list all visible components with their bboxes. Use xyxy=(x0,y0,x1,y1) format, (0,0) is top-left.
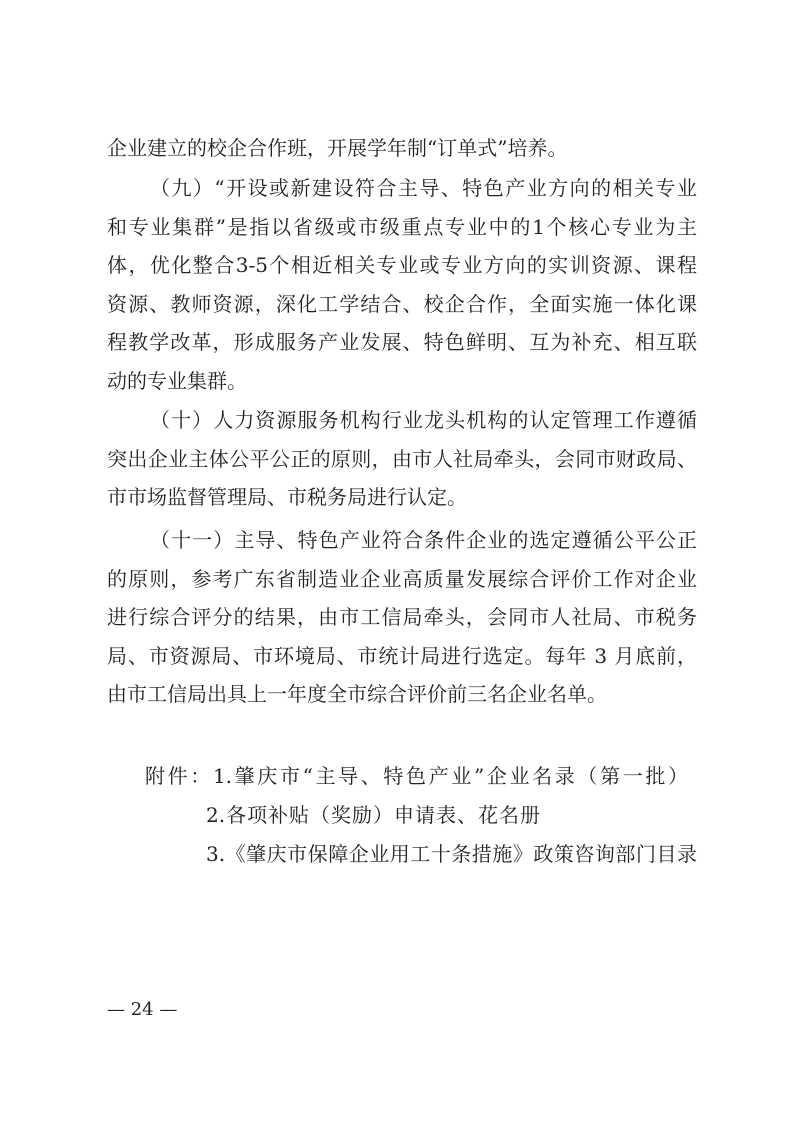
page-number: — 24 — xyxy=(107,999,178,1020)
text-line: 动的专业集群。 xyxy=(107,368,247,393)
text-line: 企业建立的校企合作班，开展学年制“订单式”培养。 xyxy=(107,136,568,160)
text-line: 程教学改革，形成服务产业发展、特色鲜明、互为补充、相互联 xyxy=(107,330,697,354)
attachment-item-3 xyxy=(206,835,697,874)
attachment-item-text: 3.《肇庆市保障企业用工十条措施》政策咨询部门目录 xyxy=(206,842,697,866)
text-line: 突出企业主体公平公正的原则，由市人社局牵头，会同市财政局、 xyxy=(107,446,697,471)
attachments-label: 附件： xyxy=(145,764,213,788)
attachment-item-text: 1.肇庆市“主导、特色产业”企业名录（第一批） xyxy=(212,764,689,788)
attachment-item-2 xyxy=(206,796,540,835)
text-line: （十一）主导、特色产业符合条件企业的选定遵循公平公正 xyxy=(150,528,697,552)
text-line: 的原则，参考广东省制造业企业高质量发展综合评价工作对企业 xyxy=(107,566,697,591)
text-line: 由市工信局出具上一年度全市综合评价前三名企业名单。 xyxy=(107,682,607,706)
paragraph-item-11 xyxy=(107,521,697,714)
text-line: （九）“开设或新建设符合主导、特色产业方向的相关专业 xyxy=(150,176,697,200)
attachment-item-1 xyxy=(145,757,688,796)
text-line: 和专业集群”是指以省级或市级重点专业中的1个核心专业为主 xyxy=(107,214,697,239)
text-line: 资源、教师资源，深化工学结合、校企合作，全面实施一体化课 xyxy=(107,291,697,316)
text-line: 市市场监督管理局、市税务局进行认定。 xyxy=(107,485,467,509)
attachment-item-text: 2.各项补贴（奖励）申请表、花名册 xyxy=(206,803,540,827)
paragraph-item-9 xyxy=(107,169,697,400)
text-line: 体，优化整合3-5个相近相关专业或专业方向的实训资源、课程 xyxy=(107,253,697,277)
text-line: 局、市资源局、市环境局、市统计局进行选定。每年 3 月底前， xyxy=(107,643,697,668)
paragraph-school-enterprise-class xyxy=(107,129,697,168)
text-line: （十）人力资源服务机构行业龙头机构的认定管理工作遵循 xyxy=(150,408,697,432)
text-line: 进行综合评分的结果，由市工信局牵头，会同市人社局、市税务 xyxy=(107,605,697,629)
paragraph-item-10 xyxy=(107,401,697,517)
